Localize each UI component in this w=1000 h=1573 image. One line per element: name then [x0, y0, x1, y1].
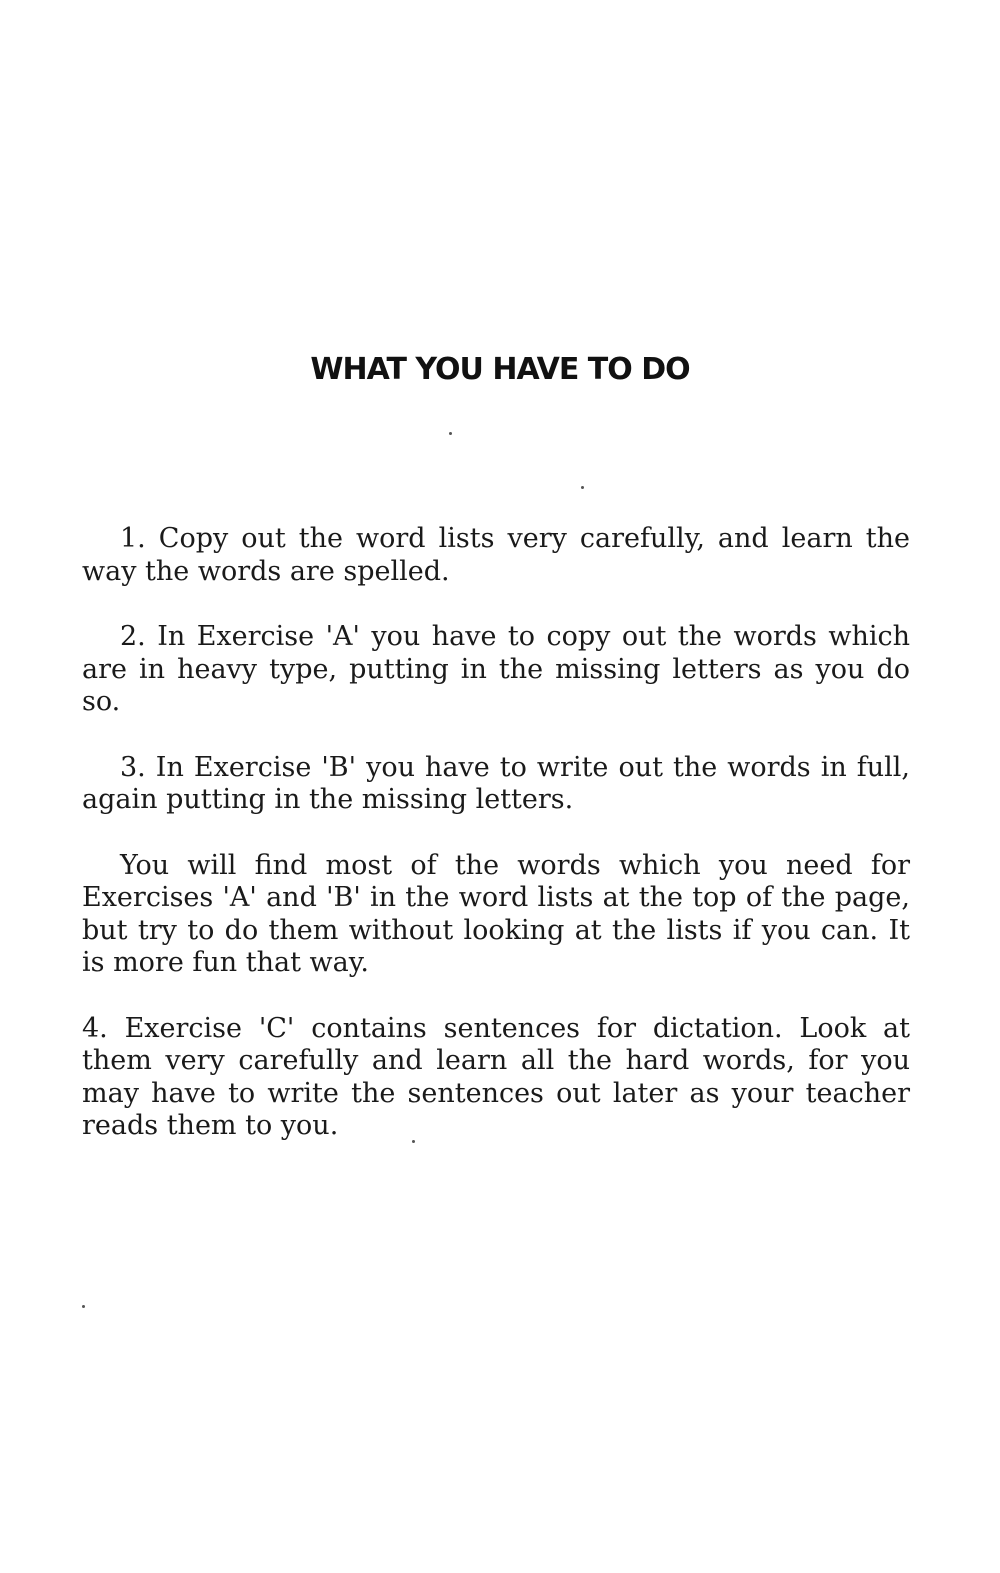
instruction-3: 3. In Exercise 'B' you have to write out the words in full, again putting in the missing letters.	[82, 751, 910, 815]
scan-speck	[581, 486, 584, 489]
page-title: WHAT YOU HAVE TO DO	[310, 352, 690, 387]
instruction-note: You will find most of the words which you need for Exercises 'A' and 'B' in the word lists at the top of the page, but try to do them without looking at the lists if you can. It is more fun that way.	[82, 849, 910, 978]
scan-speck	[412, 1140, 415, 1143]
instructions	[82, 523, 910, 1176]
instruction-1: 1. Copy out the word lists very carefully, and learn the way the words are spelled.	[82, 523, 910, 587]
scan-speck	[449, 432, 452, 435]
instruction-4: 4. Exercise 'C' contains sentences for dictation. Look at them very carefully and learn all the hard words, for you may have to write the sentences out later as your teacher reads them to you.	[82, 1012, 910, 1141]
instruction-2: 2. In Exercise 'A' you have to copy out the words which are in heavy type, putting in the missing letters as you do so.	[82, 621, 910, 717]
scan-speck	[82, 1305, 85, 1308]
